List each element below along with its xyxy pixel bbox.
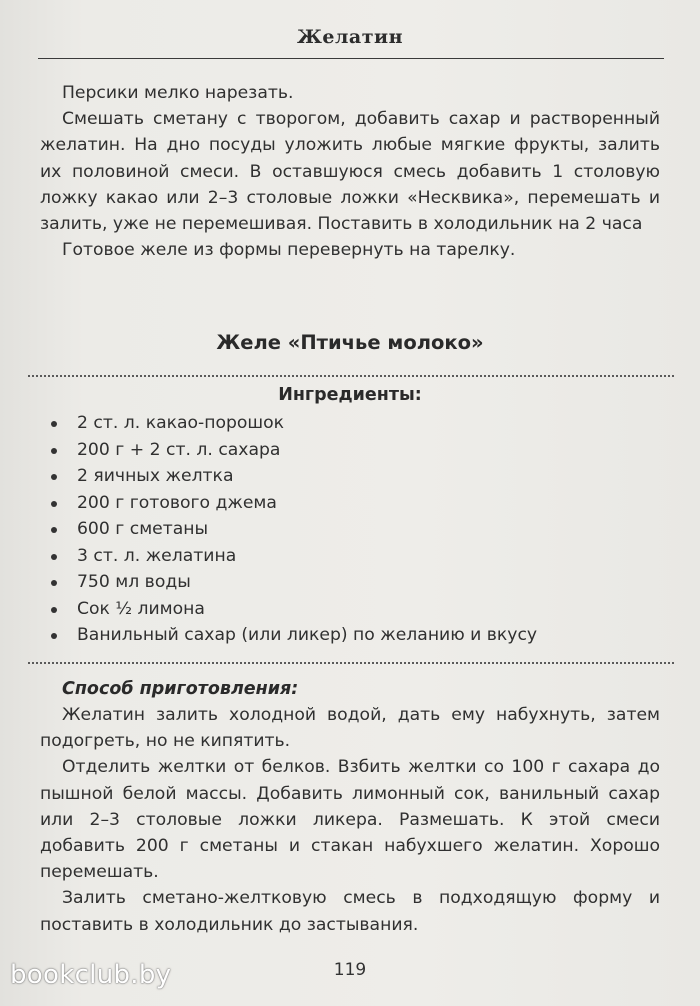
intro-text — [40, 80, 660, 263]
method-paragraph: Желатин залить холодной водой, дать ему набухнуть, затем подогреть, но не кипятить. — [40, 705, 660, 752]
bullet-icon — [51, 554, 57, 560]
bullet-icon — [51, 448, 57, 454]
ingredient-text: 750 мл воды — [77, 572, 191, 592]
ingredient-item — [40, 622, 660, 649]
ingredient-item — [40, 437, 660, 464]
ingredients-list — [40, 410, 660, 649]
ingredient-item — [40, 516, 660, 543]
dotted-divider-top — [28, 375, 674, 377]
ingredients-heading: Ингредиенты: — [278, 385, 422, 405]
ingredient-text: 200 г готового джема — [77, 492, 277, 513]
method-paragraph: Залить сметано-желтковую смесь в подходящую форму и поставить в холодильник до застывания. — [40, 888, 660, 935]
ingredient-text: 3 ст. л. желатина — [77, 545, 237, 566]
method-heading: Способ приготовления: — [62, 679, 299, 699]
intro-paragraph: Смешать сметану с творогом, добавить сахар и растворенный желатин. На дно посуды уложить любые мягкие фрукты, залить их половиной смеси. В оставшуюся смесь добавить 1 столовую ложку какао или 2–3 столовые ложки «Несквика», перемешать и залить, уже не перемешивая. Поставить в холодильник на 2 часа — [40, 109, 660, 235]
ingredient-item — [40, 463, 660, 490]
watermark: bookclub.by — [10, 960, 172, 990]
ingredient-text: 200 г + 2 ст. л. сахара — [77, 439, 281, 460]
dotted-divider-bottom — [28, 662, 674, 664]
running-head: Желатин — [297, 26, 403, 48]
bullet-icon — [51, 527, 57, 533]
intro-paragraph: Персики мелко нарезать. — [62, 83, 294, 103]
method-paragraph: Отделить желтки от белков. Взбить желтки со 100 г сахара до пышной белой массы. Добавить лимонный сок, ванильный сахар или 2–3 столовые ложки ликера. Размешать. К этой смеси добавить 200 г сметаны и стакан набухшего желатин. Хорошо перемешать. — [40, 757, 660, 883]
ingredient-text: Ванильный сахар (или ликер) по желанию и вкусу — [77, 625, 538, 645]
bullet-icon — [51, 580, 57, 586]
page-number: 119 — [333, 960, 367, 980]
bullet-icon — [51, 421, 57, 427]
intro-paragraph: Готовое желе из формы перевернуть на тарелку. — [62, 240, 516, 261]
ingredient-item — [40, 569, 660, 596]
method-text — [40, 702, 660, 938]
recipe-title: Желе «Птичье молоко» — [216, 331, 484, 354]
ingredient-item — [40, 596, 660, 623]
bullet-icon — [51, 633, 57, 639]
ingredient-text: 2 ст. л. какао-порошок — [77, 413, 285, 433]
ingredient-item — [40, 543, 660, 570]
bullet-icon — [51, 607, 57, 613]
ingredient-item — [40, 490, 660, 517]
ingredient-text: 600 г сметаны — [77, 519, 209, 539]
bullet-icon — [51, 501, 57, 507]
ingredient-text: Сок ½ лимона — [77, 598, 205, 619]
ingredient-item — [40, 410, 660, 437]
bullet-icon — [51, 474, 57, 480]
ingredient-text: 2 яичных желтка — [77, 466, 234, 486]
header-rule — [38, 58, 664, 59]
